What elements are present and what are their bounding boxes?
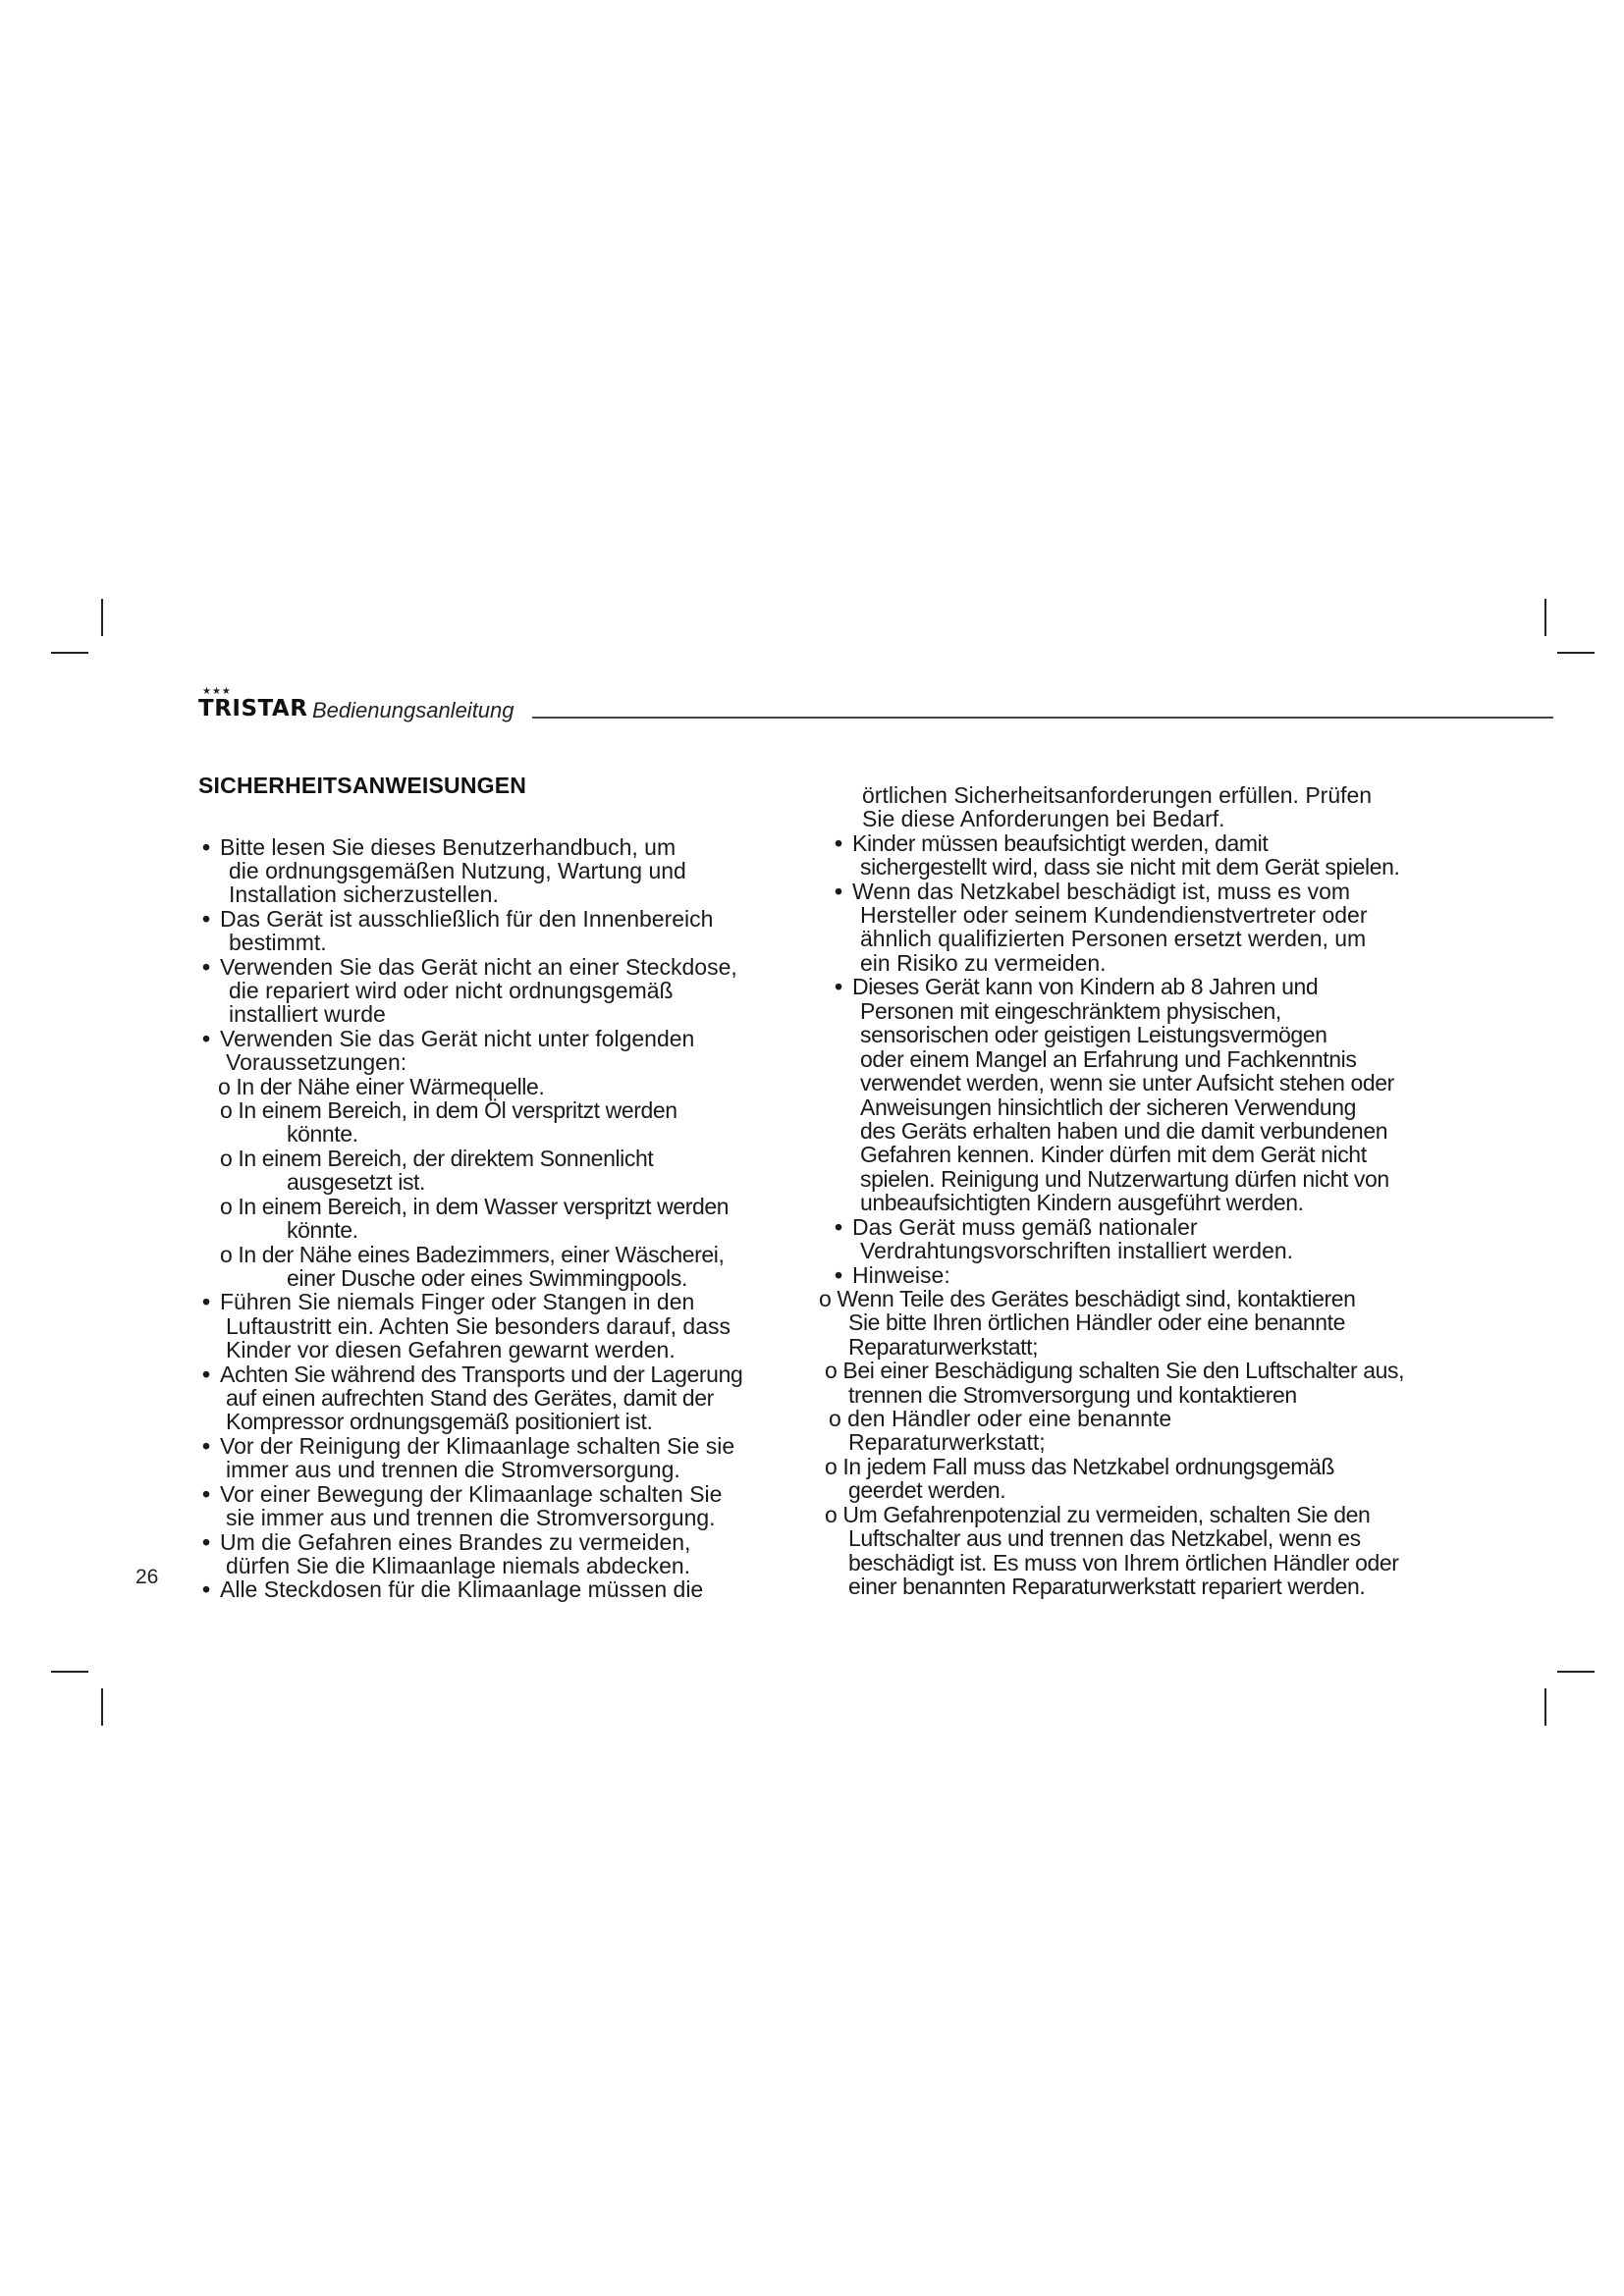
text-line: o den Händler oder eine benannte [829, 1406, 1172, 1431]
text-line: ein Risiko zu vermeiden. [860, 950, 1107, 976]
crop-mark [101, 599, 103, 636]
crop-mark [51, 1671, 88, 1673]
text-line: Verwenden Sie das Gerät nicht an einer Steckdose, [220, 954, 737, 980]
text-line: unbeaufsichtigten Kindern ausgeführt werden. [860, 1190, 1304, 1215]
text-line: oder einem Mangel an Erfahrung und Fachkenntnis [860, 1046, 1357, 1072]
logo-stars: ★★★ [202, 686, 232, 697]
text-line: beschädigt ist. Es muss von Ihrem örtlichen Händler oder [848, 1550, 1399, 1575]
text-line: Achten Sie während des Transports und der Lagerung [220, 1362, 743, 1387]
text-line: Vor der Reinigung der Klimaanlage schalten Sie sie [220, 1433, 735, 1459]
text-line: Hinweise: [852, 1262, 950, 1288]
text-line: ausgesetzt ist. [287, 1169, 426, 1195]
brand-name: TRISTAR [198, 696, 308, 721]
text-line: o In einem Bereich, in dem Wasser verspritzt werden [220, 1194, 730, 1219]
text-line: einer benannten Reparaturwerkstatt repariert werden. [848, 1574, 1366, 1599]
text-line: Verwenden Sie das Gerät nicht unter folgenden [220, 1026, 695, 1051]
text-line: Wenn das Netzkabel beschädigt ist, muss es vom [852, 879, 1351, 904]
text-line: o Um Gefahrenpotenzial zu vermeiden, schalten Sie den [825, 1502, 1371, 1527]
bullet-marker: • [835, 1214, 843, 1240]
text-line: Voraussetzungen: [226, 1049, 407, 1075]
text-line: sie immer aus und trennen die Stromversorgung. [226, 1505, 716, 1530]
text-line: Personen mit eingeschränktem physischen, [860, 998, 1281, 1024]
bullet-marker: • [202, 906, 211, 932]
bullet-marker: • [202, 1433, 211, 1459]
text-line: o In jedem Fall muss das Netzkabel ordnungsgemäß [825, 1454, 1335, 1479]
text-line: die ordnungsgemäßen Nutzung, Wartung und [229, 858, 686, 883]
text-line: spielen. Reinigung und Nutzerwartung dürfen nicht von [860, 1166, 1389, 1192]
bullet-marker: • [835, 879, 843, 904]
text-line: bestimmt. [229, 930, 327, 955]
bullet-marker: • [202, 1529, 211, 1555]
text-line: Kinder vor diesen Gefahren gewarnt werden. [226, 1337, 676, 1362]
bullet-marker: • [835, 830, 843, 856]
text-line: Luftschalter aus und trennen das Netzkabel, wenn es [848, 1525, 1361, 1551]
text-line: Installation sicherzustellen. [229, 881, 499, 907]
text-line: auf einen aufrechten Stand des Gerätes, damit der [226, 1385, 714, 1411]
text-line: geerdet werden. [848, 1477, 1006, 1503]
text-line: des Geräts erhalten haben und die damit verbundenen [860, 1118, 1388, 1144]
text-line: o In der Nähe eines Badezimmers, einer Wäscherei, [220, 1242, 725, 1267]
header-divider [532, 717, 1553, 719]
text-line: Das Gerät ist ausschließlich für den Innenbereich [220, 906, 714, 932]
text-line: Hersteller oder seinem Kundendienstvertreter oder [860, 902, 1368, 928]
text-line: Gefahren kennen. Kinder dürfen mit dem Gerät nicht [860, 1142, 1367, 1167]
text-line: Reparaturwerkstatt; [848, 1334, 1039, 1360]
bullet-marker: • [202, 1576, 211, 1602]
bullet-marker: • [202, 1289, 211, 1314]
document-label: Bedienungsanleitung [312, 698, 514, 722]
text-line: könnte. [287, 1121, 358, 1147]
text-line: Führen Sie niemals Finger oder Stangen in den [220, 1289, 695, 1314]
text-line: Sie bitte Ihren örtlichen Händler oder eine benannte [848, 1309, 1345, 1335]
text-line: immer aus und trennen die Stromversorgung. [226, 1457, 680, 1482]
text-line: Reparaturwerkstatt; [848, 1429, 1046, 1455]
bullet-marker: • [835, 974, 843, 999]
text-line: Das Gerät muss gemäß nationaler [852, 1214, 1198, 1240]
text-line: Vor einer Bewegung der Klimaanlage schalten Sie [220, 1481, 723, 1507]
bullet-marker: • [835, 1262, 843, 1288]
text-line: o Wenn Teile des Gerätes beschädigt sind, kontaktieren [819, 1286, 1356, 1311]
text-line: dürfen Sie die Klimaanlage niemals abdecken. [226, 1553, 691, 1578]
bullet-marker: • [202, 1026, 211, 1051]
text-line: Kinder müssen beaufsichtigt werden, damit [852, 830, 1269, 856]
crop-mark [1557, 1671, 1595, 1673]
text-line: Anweisungen hinsichtlich der sicheren Verwendung [860, 1095, 1357, 1120]
text-line: Sie diese Anforderungen bei Bedarf. [862, 806, 1225, 831]
crop-mark [1544, 1688, 1546, 1726]
page-header [198, 686, 1553, 725]
text-line: installiert wurde [229, 1001, 386, 1027]
text-line: Bitte lesen Sie dieses Benutzerhandbuch, um [220, 834, 677, 860]
crop-mark [1557, 652, 1595, 654]
crop-mark [1544, 599, 1546, 636]
text-line: sichergestellt wird, dass sie nicht mit dem Gerät spielen. [860, 854, 1400, 880]
bullet-marker: • [202, 1481, 211, 1507]
text-line: o In einem Bereich, in dem Öl verspritzt werden [220, 1097, 677, 1123]
text-line: Verdrahtungsvorschriften installiert werden. [860, 1238, 1294, 1263]
text-line: örtlichen Sicherheitsanforderungen erfüllen. Prüfen [862, 782, 1373, 808]
text-line: Kompressor ordnungsgemäß positioniert ist. [226, 1409, 653, 1434]
crop-mark [51, 652, 88, 654]
text-line: Dieses Gerät kann von Kindern ab 8 Jahren und [852, 974, 1319, 999]
text-line: o In einem Bereich, der direktem Sonnenlicht [220, 1146, 654, 1171]
text-line: Um die Gefahren eines Brandes zu vermeiden, [220, 1529, 691, 1555]
text-line: sensorischen oder geistigen Leistungsvermögen [860, 1022, 1327, 1047]
text-line: einer Dusche oder eines Swimmingpools. [287, 1265, 687, 1291]
crop-mark [101, 1688, 103, 1726]
text-line: trennen die Stromversorgung und kontaktieren [848, 1382, 1297, 1408]
page-number: 26 [135, 1566, 159, 1588]
text-line: o In der Nähe einer Wärmequelle. [218, 1074, 545, 1099]
text-line: Luftaustritt ein. Achten Sie besonders darauf, dass [226, 1313, 731, 1339]
text-line: ähnlich qualifizierten Personen ersetzt werden, um [860, 926, 1367, 951]
bullet-marker: • [202, 1362, 211, 1387]
bullet-marker: • [202, 954, 211, 980]
section-title: SICHERHEITSANWEISUNGEN [198, 773, 527, 798]
bullet-marker: • [202, 834, 211, 860]
text-line: die repariert wird oder nicht ordnungsgemäß [229, 978, 674, 1003]
text-line: verwendet werden, wenn sie unter Aufsicht stehen oder [860, 1070, 1394, 1095]
text-line: könnte. [287, 1217, 358, 1243]
text-line: o Bei einer Beschädigung schalten Sie den Luftschalter aus, [825, 1358, 1405, 1383]
text-line: Alle Steckdosen für die Klimaanlage müssen die [220, 1576, 704, 1602]
